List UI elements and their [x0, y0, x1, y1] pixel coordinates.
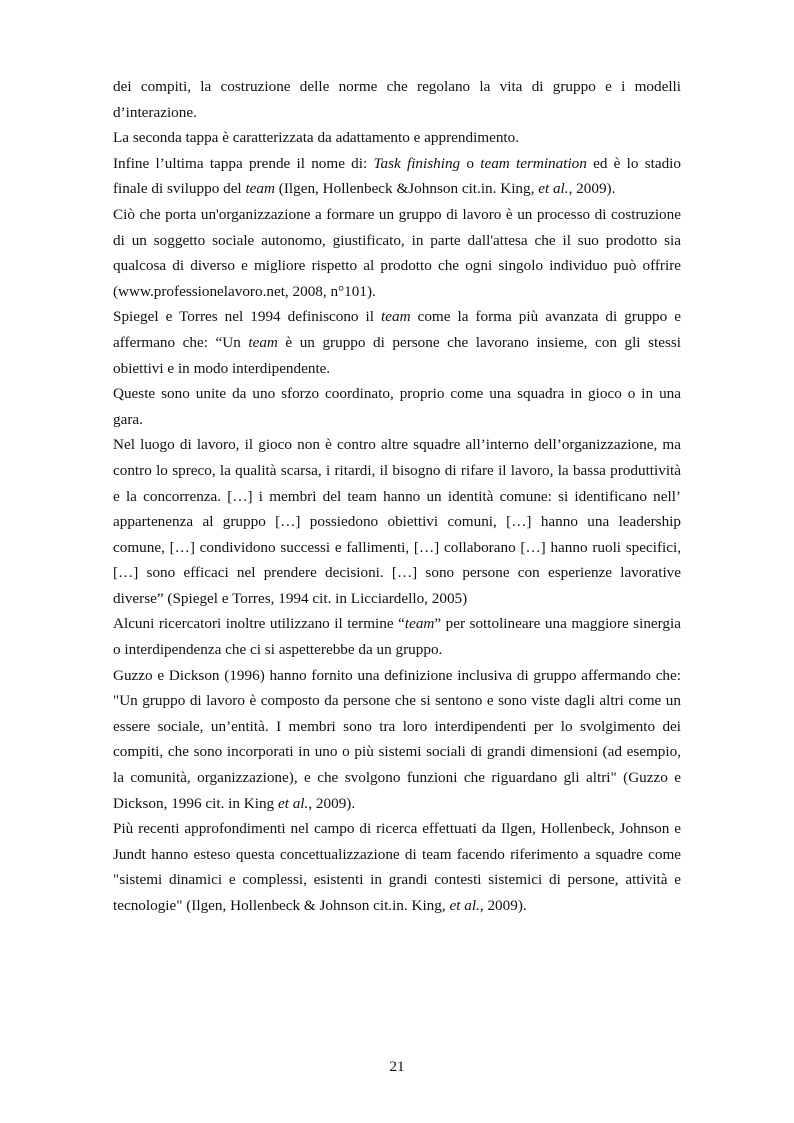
text-run: Ciò che porta un'organizzazione a formare un gruppo di lavoro è un processo di costruzione di un soggetto sociale autonomo, giustificato, in parte dall'attesa che il suo prodotto sia qualcosa di diverso e migliore rispetto al prodotto che ogni singolo individuo può offrire (www.professionelavoro.net, 2008, n°101). [113, 205, 681, 300]
text-run: , 2009). [308, 794, 356, 812]
paragraph [113, 432, 681, 611]
italic-text: team [381, 308, 411, 326]
document-body [113, 74, 681, 919]
italic-text: team termination [480, 154, 587, 172]
page-number: 21 [389, 1058, 405, 1075]
text-run: dei compiti, la costruzione delle norme che regolano la vita di gruppo e i modelli d’interazione. [113, 78, 681, 121]
text-run: Queste sono unite da uno sforzo coordinato, proprio come una squadra in gioco o in una gara. [113, 385, 681, 428]
text-run: , 2009). [568, 180, 616, 198]
italic-text: Task finishing [373, 154, 461, 172]
paragraph [113, 816, 681, 918]
text-run: come la forma più avanzata di gruppo e affermano che: “Un [113, 308, 681, 351]
text-run: Nel luogo di lavoro, il gioco non è contro altre squadre all’interno dell’organizzazione, ma contro lo spreco, la qualità scarsa, i ritardi, il bisogno di rifare il lavoro, la bassa produttività e la concorrenza. […] i membri del team hanno un identità comune: si identificano nell’ appartenenza al gruppo […] possiedono obiettivi comuni, […] hanno una leadership comune, […] condividono successi e fallimenti, […] collaborano […] hanno ruoli specifici, […] sono efficaci nel prendere decisioni. […] sono persone con esperienze lavorative diverse” (Spiegel e Torres, 1994 cit. in Licciardello, 2005) [113, 436, 681, 607]
paragraph [113, 74, 681, 125]
paragraph [113, 202, 681, 304]
italic-text: et al. [277, 794, 309, 812]
italic-text: team [245, 180, 275, 198]
italic-text: et al. [449, 897, 480, 914]
paragraph [113, 304, 681, 381]
italic-text: et al. [538, 180, 569, 198]
italic-text: team [248, 333, 278, 351]
paragraph [113, 381, 681, 432]
text-run: Spiegel e Torres nel 1994 definiscono il [113, 308, 382, 326]
text-run: ” per sottolineare una maggiore sinergia o interdipendenza che ci si aspetterebbe da un gruppo. [113, 615, 681, 659]
text-run: o [460, 154, 481, 172]
text-run: Più recenti approfondimenti nel campo di ricerca effettuati da Ilgen, Hollenbeck, Johnson e Jundt hanno esteso questa concettualizzazione di team facendo riferimento a squadre come "sistemi dinamici e complessi, esistenti in grandi contesti sistemici di persone, attività e tecnologie" (Ilgen, Hollenbeck & Johnson cit.in. King, [113, 820, 681, 914]
italic-text: team [404, 615, 435, 633]
paragraph [113, 151, 681, 202]
paragraph [113, 125, 681, 151]
paragraph [113, 611, 681, 662]
paragraph [113, 663, 681, 817]
text-run: , 2009). [479, 897, 527, 914]
text-run: è un gruppo di persone che lavorano insieme, con gli stessi obiettivi e in modo interdipendente. [113, 333, 681, 377]
text-run: ed è lo stadio finale di sviluppo del [113, 154, 681, 198]
text-run: (Ilgen, Hollenbeck &Johnson cit.in. King, [274, 180, 539, 198]
text-run: La seconda tappa è caratterizzata da adattamento e apprendimento. [113, 129, 520, 147]
text-run: Guzzo e Dickson (1996) hanno fornito una definizione inclusiva di gruppo affermando che: "Un gruppo di lavoro è composto da persone che si sentono e sono viste dagli altri come un essere sociale, un’entità. I membri sono tra loro interdipendenti per lo svolgimento dei compiti, che sono incorporati in uno o più sistemi sociali di grandi dimensioni (ad esempio, la comunità, organizzazione), e che svolgono funzioni che riguardano gli altri" (Guzzo e Dickson, 1996 cit. in King [113, 666, 681, 812]
text-run: Alcuni ricercatori inoltre utilizzano il termine “ [113, 615, 405, 633]
text-run: Infine l’ultima tappa prende il nome di: [113, 154, 374, 172]
